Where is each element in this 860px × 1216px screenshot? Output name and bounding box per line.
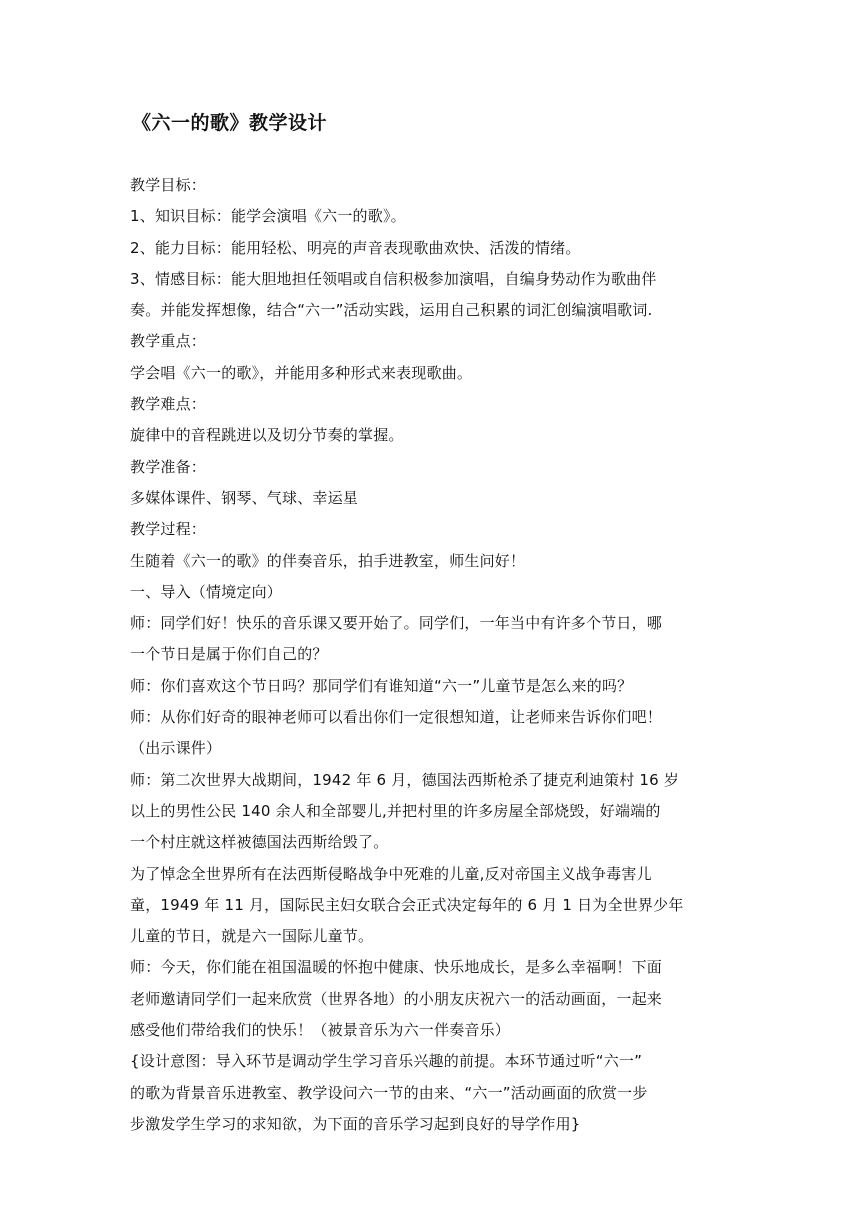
text-line: 教学过程： <box>130 520 207 539</box>
text-line: 童，1949 年 11 月，国际民主妇女联合会正式决定每年的 6 月 1 日为全世界少年 <box>130 895 684 914</box>
text-line: 师：第二次世界大战期间，1942 年 6 月，德国法西斯枪杀了捷克利迪策村 16 岁 <box>130 770 680 789</box>
text-line: {设计意图：导入环节是调动学生学习音乐兴趣的前提。本环节通过听“六一” <box>130 1052 643 1071</box>
text-line: 以上的男性公民 140 余人和全部婴儿,并把村里的许多房屋全部烧毁，好端端的 <box>130 801 661 820</box>
text-line: 一个节日是属于你们自己的？ <box>130 645 328 664</box>
text-line: 教学难点： <box>130 395 207 414</box>
text-line: 感受他们带给我们的快乐！（被景音乐为六一伴奏音乐） <box>130 1021 511 1040</box>
text-line: 3、情感目标：能大胆地担任领唱或自信积极参加演唱，自编身势动作为歌曲伴 <box>130 269 657 288</box>
text-line: 1、知识目标：能学会演唱《六一的歌》。 <box>130 207 406 226</box>
text-line: 学会唱《六一的歌》，并能用多种形式来表现歌曲。 <box>130 363 473 382</box>
text-line: 奏。并能发挥想像，结合“六一”活动实践，运用自己积累的词汇创编演唱歌词. <box>130 301 653 320</box>
text-line: 2、能力目标：能用轻松、明亮的声音表现歌曲欢快、活泼的情绪。 <box>130 238 581 257</box>
text-line: 师：今天，你们能在祖国温暖的怀抱中健康、快乐地成长，是多么幸福啊！下面 <box>130 958 663 977</box>
text-line: 多媒体课件、钢琴、气球、幸运星 <box>130 488 359 507</box>
text-line: 一个村庄就这样被德国法西斯给毁了。 <box>130 833 389 852</box>
text-line: 生随着《六一的歌》的伴奏音乐，拍手进教室，师生问好！ <box>130 551 526 570</box>
text-line: 教学目标： <box>130 176 207 194</box>
text-line: 师：同学们好！快乐的音乐课又要开始了。同学们，一年当中有许多个节日，哪 <box>130 614 663 633</box>
text-line: 儿童的节日，就是六一国际儿童节。 <box>130 927 374 946</box>
text-line: 教学准备： <box>130 457 207 476</box>
text-line: 为了悼念全世界所有在法西斯侵略战争中死难的儿童,反对帝国主义战争毒害儿 <box>130 864 652 883</box>
text-line: 旋律中的音程跳进以及切分节奏的掌握。 <box>130 426 404 445</box>
text-line: 一、导入（情境定向） <box>130 582 283 601</box>
document-title: 《六一的歌》教学设计 <box>132 112 328 134</box>
text-line: 老师邀请同学们一起来欣赏（世界各地）的小朋友庆祝六一的活动画面，一起来 <box>130 989 663 1008</box>
text-line: 的歌为背景音乐进教室、教学设问六一节的由来、“六一”活动画面的欣赏一步 <box>130 1083 648 1102</box>
text-line: 师：你们喜欢这个节日吗？那同学们有谁知道“六一”儿童节是怎么来的吗？ <box>130 676 633 695</box>
text-line: （出示课件） <box>130 739 222 758</box>
text-line: 师：从你们好奇的眼神老师可以看出你们一定很想知道，让老师来告诉你们吧！ <box>130 708 663 727</box>
document-body <box>130 170 730 1140</box>
text-line: 教学重点： <box>130 332 207 351</box>
text-line: 步激发学生学习的求知欲，为下面的音乐学习起到良好的导学作用} <box>130 1114 581 1133</box>
